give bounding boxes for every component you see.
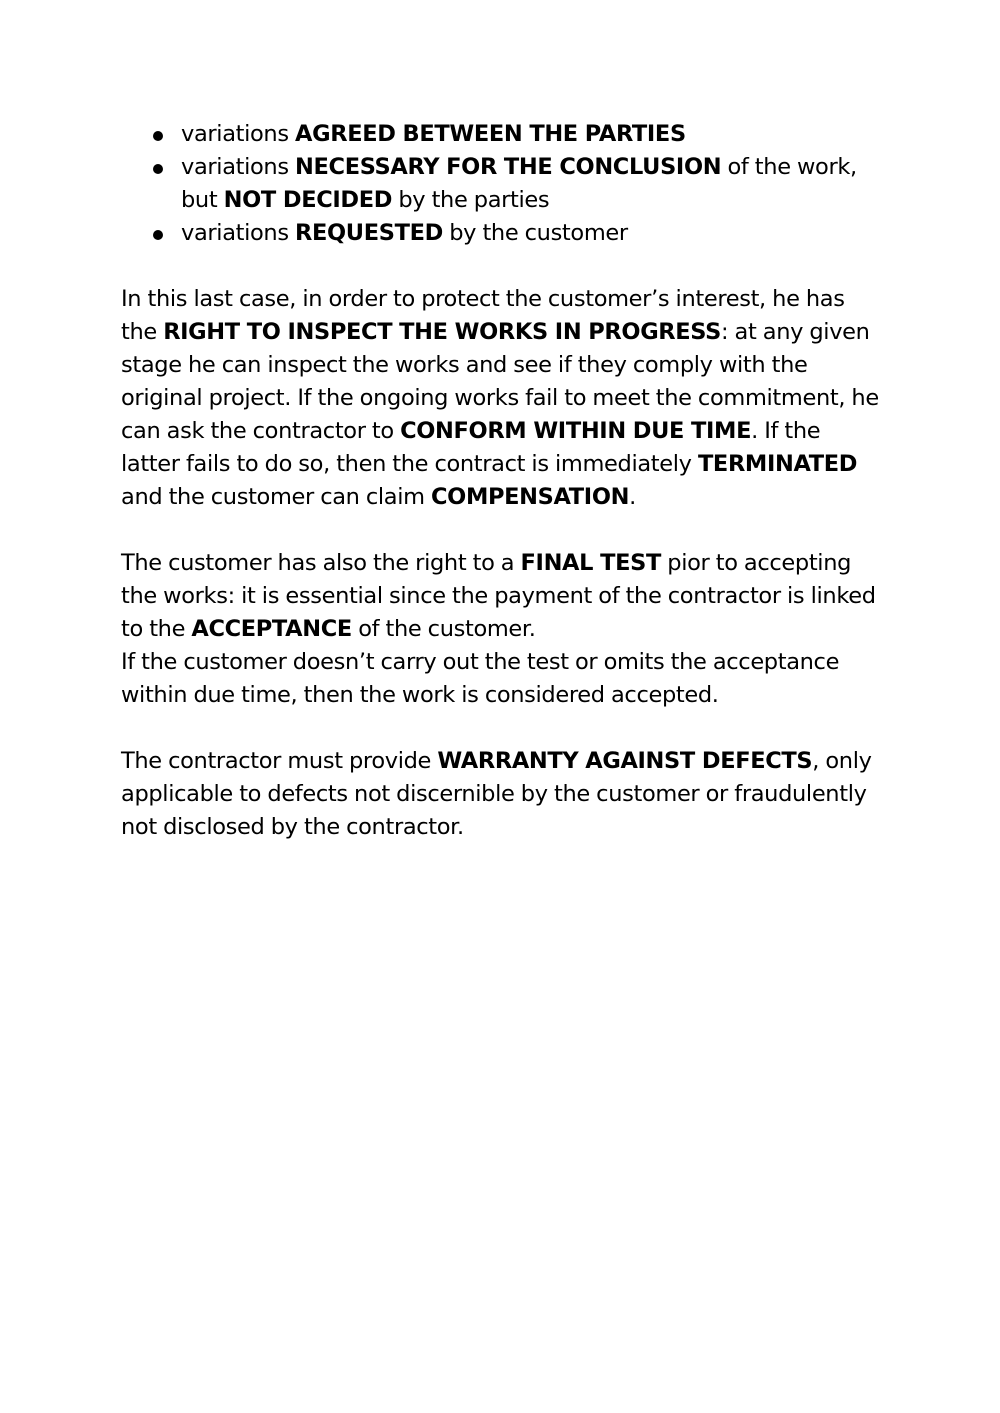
bold-term: TERMINATED (697, 451, 858, 477)
bullet-icon (153, 131, 163, 141)
bold-term: RIGHT TO INSPECT THE WORKS IN PROGRESS (163, 319, 722, 345)
text-run: . If the latter fails to do so, then the contract is immediately (121, 418, 821, 477)
paragraph-final-test (121, 547, 881, 712)
text-run: variations (181, 154, 296, 180)
text-run: of the customer. (351, 616, 536, 642)
bullet-icon (153, 164, 163, 174)
text-run: variations (181, 220, 296, 246)
variations-list (121, 118, 881, 250)
bold-term: REQUESTED (295, 220, 443, 246)
bullet-icon (153, 230, 163, 240)
list-item (181, 151, 881, 217)
text-run: The customer has also the right to a (121, 550, 521, 576)
bold-term: ACCEPTANCE (191, 616, 352, 642)
text-run: by the parties (392, 187, 550, 213)
text-run: , only applicable to defects not discernible by the customer or fraudulently not disclosed by the contractor. (121, 748, 872, 840)
text-run: If the customer doesn’t carry out the test or omits the acceptance within due time, then the work is considered accepted. (121, 649, 840, 708)
text-run: variations (181, 121, 296, 147)
list-item-text (181, 121, 686, 147)
bold-term: CONFORM WITHIN DUE TIME (400, 418, 752, 444)
list-item (181, 118, 881, 151)
text-run: The contractor must provide (121, 748, 438, 774)
list-item (181, 217, 881, 250)
list-item-text (181, 154, 857, 213)
paragraph-inspection-right (121, 283, 881, 514)
list-item-text (181, 220, 628, 246)
text-run: In this last case, in order to protect the customer’s interest, he has the (121, 286, 845, 345)
bold-term: AGREED BETWEEN THE PARTIES (295, 121, 686, 147)
bold-term: NOT DECIDED (223, 187, 393, 213)
bold-term: FINAL TEST (520, 550, 661, 576)
text-run: . (629, 484, 636, 510)
text-run: and the customer can claim (121, 484, 432, 510)
document-page (121, 118, 881, 877)
bold-term: COMPENSATION (431, 484, 630, 510)
text-run: pior to accepting the works: it is essential since the payment of the contractor is linked to the (121, 550, 876, 642)
text-run: : at any given stage he can inspect the works and see if they comply with the original project. If the ongoing works fail to meet the commitment, he can ask the contractor to (121, 319, 879, 444)
bold-term: WARRANTY AGAINST DEFECTS (437, 748, 813, 774)
paragraph-warranty (121, 745, 881, 844)
text-run: of the work, but (181, 154, 857, 213)
bold-term: NECESSARY FOR THE CONCLUSION (295, 154, 722, 180)
text-run: by the customer (442, 220, 628, 246)
